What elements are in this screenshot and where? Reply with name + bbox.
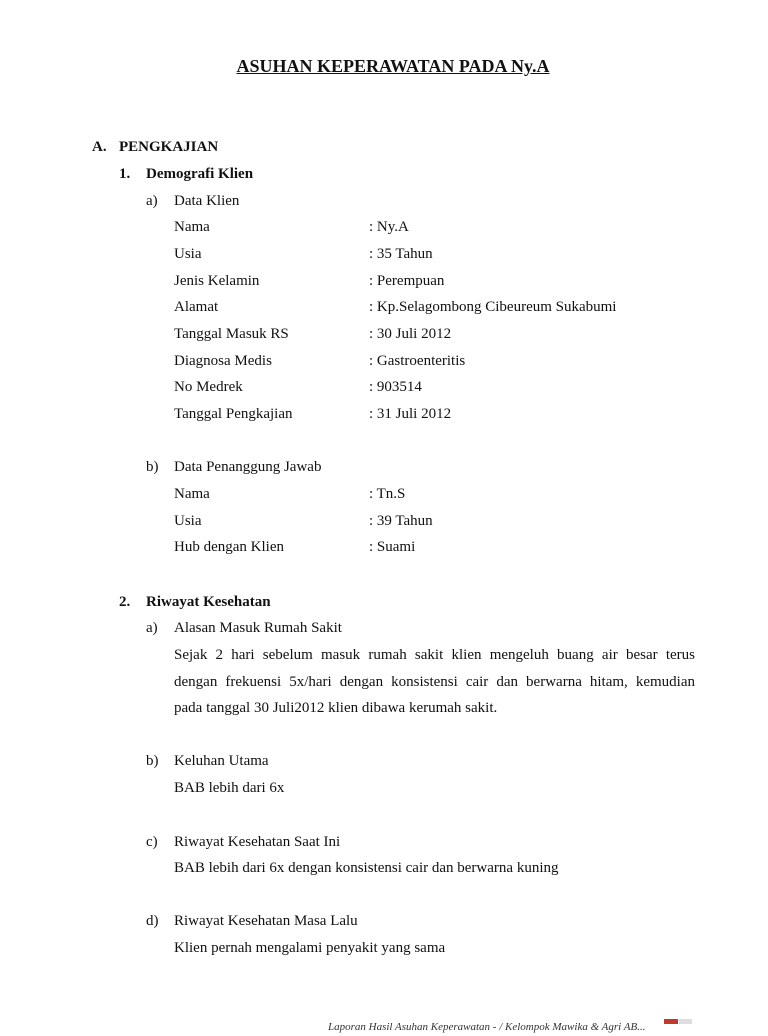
item-2c-heading: Riwayat Kesehatan Saat Ini [174, 834, 341, 850]
item-2b-letter: b) [146, 753, 159, 769]
field-value: : 39 Tahun [369, 513, 433, 529]
item-2a-heading: Alasan Masuk Rumah Sakit [174, 620, 342, 636]
field-label: Usia [174, 246, 202, 262]
field-label: Diagnosa Medis [174, 353, 272, 369]
field-label: Jenis Kelamin [174, 273, 260, 289]
field-value: : Gastroenteritis [369, 353, 466, 369]
subsection-1-number: 1. [119, 166, 131, 182]
field-value: : Ny.A [369, 219, 409, 235]
field-value: : 35 Tahun [369, 246, 433, 262]
field-label: Alamat [174, 299, 219, 315]
field-value: : Kp.Selagombong Cibeureum Sukabumi [369, 299, 617, 315]
field-value: : 31 Juli 2012 [369, 406, 452, 422]
item-2b-heading: Keluhan Utama [174, 753, 269, 769]
section-a-letter: A. [92, 139, 107, 155]
field-label: Nama [174, 219, 210, 235]
page-footer: Laporan Hasil Asuhan Keperawatan - / Kelompok Mawika & Agri AB... [328, 1021, 646, 1033]
item-1a-heading: Data Klien [174, 193, 240, 209]
item-2d-heading: Riwayat Kesehatan Masa Lalu [174, 913, 358, 929]
field-value: : Tn.S [369, 486, 406, 502]
item-1b-heading: Data Penanggung Jawab [174, 459, 322, 475]
subsection-1-heading: Demografi Klien [146, 166, 254, 182]
field-label: Nama [174, 486, 210, 502]
item-2c-text: BAB lebih dari 6x dengan konsistensi cair dan berwarna kuning [174, 860, 559, 876]
item-1a-letter: a) [146, 193, 158, 209]
field-label: Usia [174, 513, 202, 529]
item-2b-text: BAB lebih dari 6x [174, 780, 285, 796]
field-label: Tanggal Masuk RS [174, 326, 289, 342]
item-2a-letter: a) [146, 620, 158, 636]
item-1b-letter: b) [146, 459, 159, 475]
paragraph-line: pada tanggal 30 Juli2012 klien dibawa kerumah sakit. [174, 700, 498, 716]
paragraph-line: Sejak 2 hari sebelum masuk rumah sakit klien mengeluh buang air besar terus [174, 647, 695, 663]
item-2d-text: Klien pernah mengalami penyakit yang sama [174, 940, 446, 956]
footer-page-marker [664, 1019, 678, 1024]
footer-page-marker-gray [679, 1019, 692, 1024]
item-2c-letter: c) [146, 834, 158, 850]
field-label: Tanggal Pengkajian [174, 406, 293, 422]
document-title: ASUHAN KEPERAWATAN PADA Ny.A [236, 56, 550, 76]
section-a-heading: PENGKAJIAN [119, 139, 219, 155]
subsection-2-number: 2. [119, 594, 131, 610]
field-value: : 903514 [369, 379, 422, 395]
field-label: No Medrek [174, 379, 243, 395]
field-value: : Perempuan [369, 273, 445, 289]
subsection-2-heading: Riwayat Kesehatan [146, 594, 271, 610]
field-value: : Suami [369, 539, 416, 555]
paragraph-line: dengan frekuensi 5x/hari dengan konsistensi cair dan berwarna hitam, kemudian [174, 674, 695, 690]
field-label: Hub dengan Klien [174, 539, 284, 555]
item-2d-letter: d) [146, 913, 159, 929]
field-value: : 30 Juli 2012 [369, 326, 452, 342]
